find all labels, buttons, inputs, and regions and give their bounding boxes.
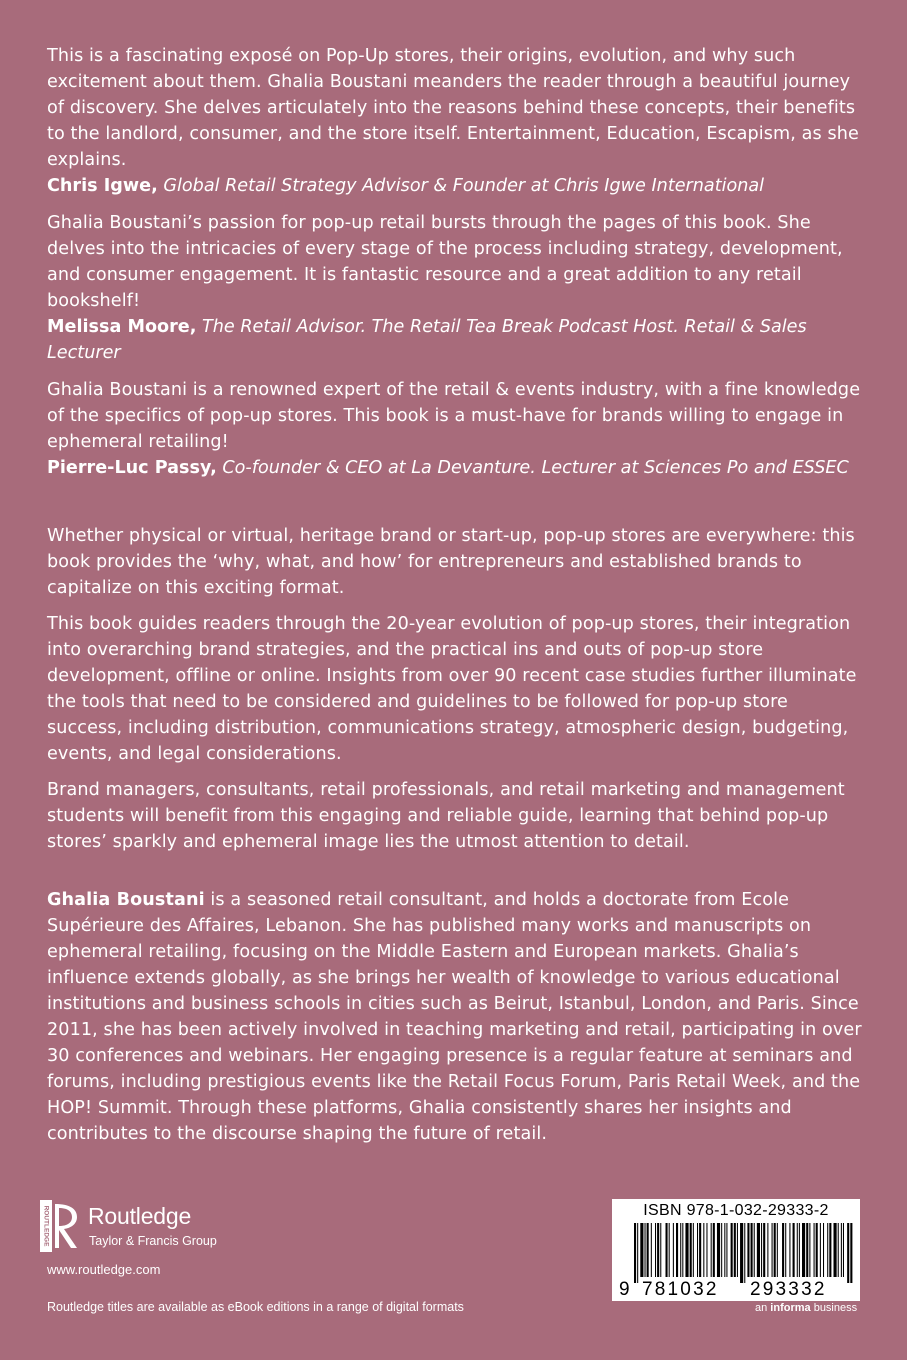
reviewer-role: Global Retail Strategy Advisor & Founder at Chris Igwe International <box>163 176 765 196</box>
barcode-bar <box>660 1223 661 1277</box>
barcode-bar <box>751 1223 753 1277</box>
barcode-digits-right: 293332 <box>750 1279 827 1300</box>
barcode-bar <box>747 1223 749 1277</box>
barcode-bar <box>827 1223 828 1277</box>
review-text: This is a fascinating exposé on Pop-Up stores, their origins, evolution, and why such excitement about them. Ghalia Boustani meanders the reader through a beautiful journey of discovery. She delves articulately into the reasons behind these concepts, their benefits to the landlord, consumer, and the store itself. Entertainment, Education, Escapism, as she explains. <box>47 46 859 170</box>
barcode-bar <box>651 1223 652 1277</box>
barcode-bar <box>640 1223 643 1277</box>
author-name: Ghalia Boustani <box>47 890 205 910</box>
barcode-bar <box>690 1223 692 1277</box>
barcode-bar <box>763 1223 765 1277</box>
routledge-vertical-wordmark: ROUTLEDGE <box>42 1205 50 1247</box>
barcode-bar <box>717 1223 720 1277</box>
barcode-bar <box>789 1223 790 1277</box>
barcode-bar <box>793 1223 795 1277</box>
barcode-bar <box>713 1223 715 1277</box>
description-paragraph: Whether physical or virtual, heritage brand or start-up, pop-up stores are everywhere: this book provides the ‘why, what, and how’ for entrepreneurs and established brands to capitalize on this exciting format. <box>47 526 855 598</box>
routledge-logo-icon <box>40 1200 80 1252</box>
barcode-bar <box>772 1223 773 1277</box>
barcode-bar <box>814 1223 815 1277</box>
barcode-bar <box>647 1223 649 1277</box>
barcode-bar <box>785 1223 786 1277</box>
back-cover-text <box>47 43 867 1147</box>
barcode-bar <box>697 1223 698 1277</box>
reviewer-role: Co-founder & CEO at La Devanture. Lecturer at Sciences Po and ESSEC <box>222 458 849 478</box>
barcode-bar <box>847 1223 849 1283</box>
barcode-bar <box>737 1223 738 1277</box>
barcode-bar <box>799 1223 800 1277</box>
barcode-bar <box>680 1223 681 1277</box>
barcode-bar <box>797 1223 798 1277</box>
isbn-barcode <box>612 1199 860 1301</box>
barcode-bar <box>834 1223 837 1277</box>
barcode-bar <box>657 1223 659 1277</box>
barcode-bar <box>655 1223 656 1277</box>
informa-brand: informa <box>770 1302 811 1314</box>
barcode-bar <box>838 1223 839 1277</box>
informa-business-mark <box>755 1302 857 1314</box>
publisher-name: Routledge <box>88 1203 192 1229</box>
barcode-bar <box>711 1223 712 1277</box>
publisher-website: www.routledge.com <box>47 1262 161 1277</box>
review-attribution <box>47 173 867 199</box>
barcode-bar <box>706 1223 707 1277</box>
barcode-bar <box>816 1223 818 1277</box>
barcode-bar <box>673 1223 674 1277</box>
publisher-group: Taylor & Francis Group <box>89 1234 217 1248</box>
ebook-note: Routledge titles are available as eBook editions in a range of digital formats <box>47 1300 464 1314</box>
barcode-bar <box>666 1223 668 1277</box>
barcode-bar <box>669 1223 670 1277</box>
barcode-bar <box>699 1223 701 1277</box>
author-bio-text: is a seasoned retail consultant, and holds a doctorate from Ecole Supérieure des Affaires, Lebanon. She has published many works and manuscripts on ephemeral retailing, focusing on the Middle Eastern and European markets. Ghalia’s influence extends globally, as she brings her wealth of knowledge to various educational institutions and business schools in cities such as Beirut, Istanbul, London, and Paris. Since 2011, she has been actively involved in teaching marketing and retail, participating in over 30 conferences and webinars. Her engaging presence is a regular feature at seminars and forums, including prestigious events like the Retail Focus Forum, Paris Retail Week, and the HOP! Summit. Through these platforms, Ghalia consistently shares her insights and contributes to the discourse shaping the future of retail. <box>47 890 862 1144</box>
informa-suffix: business <box>810 1302 858 1314</box>
barcode-bar <box>841 1223 842 1277</box>
barcode-bar <box>754 1223 755 1277</box>
informa-prefix: an <box>755 1302 771 1314</box>
reviewer-role: The Retail Advisor. The Retail Tea Break Podcast Host. Retail & Sales Lecturer <box>47 317 807 363</box>
barcode-bar <box>740 1223 743 1283</box>
barcode-bar <box>806 1223 808 1277</box>
barcode-bar <box>767 1223 768 1277</box>
barcode-bar <box>850 1223 852 1283</box>
isbn-label: ISBN 978-1-032-29333-2 <box>643 1202 829 1219</box>
barcode-bar <box>777 1223 778 1277</box>
barcode-bar <box>721 1223 722 1277</box>
barcode-digits-left: 781032 <box>642 1279 719 1300</box>
description-paragraph: Brand managers, consultants, retail professionals, and retail marketing and management students will benefit from this engaging and reliable guide, learning that behind pop-up stores’ sparkly and ephemeral image lies the utmost attention to detail. <box>47 780 845 852</box>
review-text: Ghalia Boustani’s passion for pop-up retail bursts through the pages of this book. She delves into the intricacies of every stage of the process including strategy, development, and consumer engagement. It is fantastic resource and a great addition to any retail bookshelf! <box>47 213 843 311</box>
barcode-bar <box>744 1223 745 1283</box>
barcode-bar <box>809 1223 810 1277</box>
barcode-bar <box>676 1223 678 1277</box>
reviewer-name: Pierre-Luc Passy, <box>47 458 217 478</box>
barcode-bar <box>823 1223 824 1277</box>
reviewer-name: Melissa Moore, <box>47 317 197 337</box>
barcode-bar <box>734 1223 736 1277</box>
barcode-digit-lead: 9 <box>619 1279 630 1300</box>
barcode-bar <box>703 1223 704 1277</box>
barcode-bar <box>829 1223 831 1277</box>
barcode-bar <box>637 1223 638 1283</box>
barcode-bar <box>682 1223 683 1277</box>
review-attribution <box>47 314 867 366</box>
barcode-bar <box>731 1223 733 1277</box>
barcode-bar <box>685 1223 688 1277</box>
barcode-bar <box>782 1223 784 1277</box>
barcode-bar <box>802 1223 805 1277</box>
barcode-bar <box>774 1223 776 1277</box>
barcode-bar <box>726 1223 727 1277</box>
barcode-bar <box>693 1223 694 1277</box>
review-text: Ghalia Boustani is a renowned expert of the retail & events industry, with a fine knowledge of the specifics of pop-up stores. This book is a must-have for brands willing to engage in ephemeral retailing! <box>47 380 861 452</box>
reviewer-name: Chris Igwe, <box>47 176 158 196</box>
description-paragraph: This book guides readers through the 20-year evolution of pop-up stores, their integration into overarching brand strategies, and the practical ins and outs of pop-up store development, offline or online. Insights from over 90 recent case studies further illuminate the tools that need to be considered and guidelines to be followed for pop-up store success, including distribution, communications strategy, atmospheric design, budgeting, events, and legal considerations. <box>47 614 857 764</box>
barcode-bar <box>820 1223 821 1277</box>
barcode-bar <box>634 1223 636 1283</box>
author-bio <box>47 887 867 1147</box>
barcode-bar <box>757 1223 760 1277</box>
barcode-bar <box>724 1223 725 1277</box>
barcode-bar <box>645 1223 646 1277</box>
review-attribution <box>47 455 867 481</box>
barcode-bar <box>843 1223 844 1277</box>
barcode-bars <box>634 1223 854 1283</box>
barcode-bar <box>761 1223 762 1277</box>
